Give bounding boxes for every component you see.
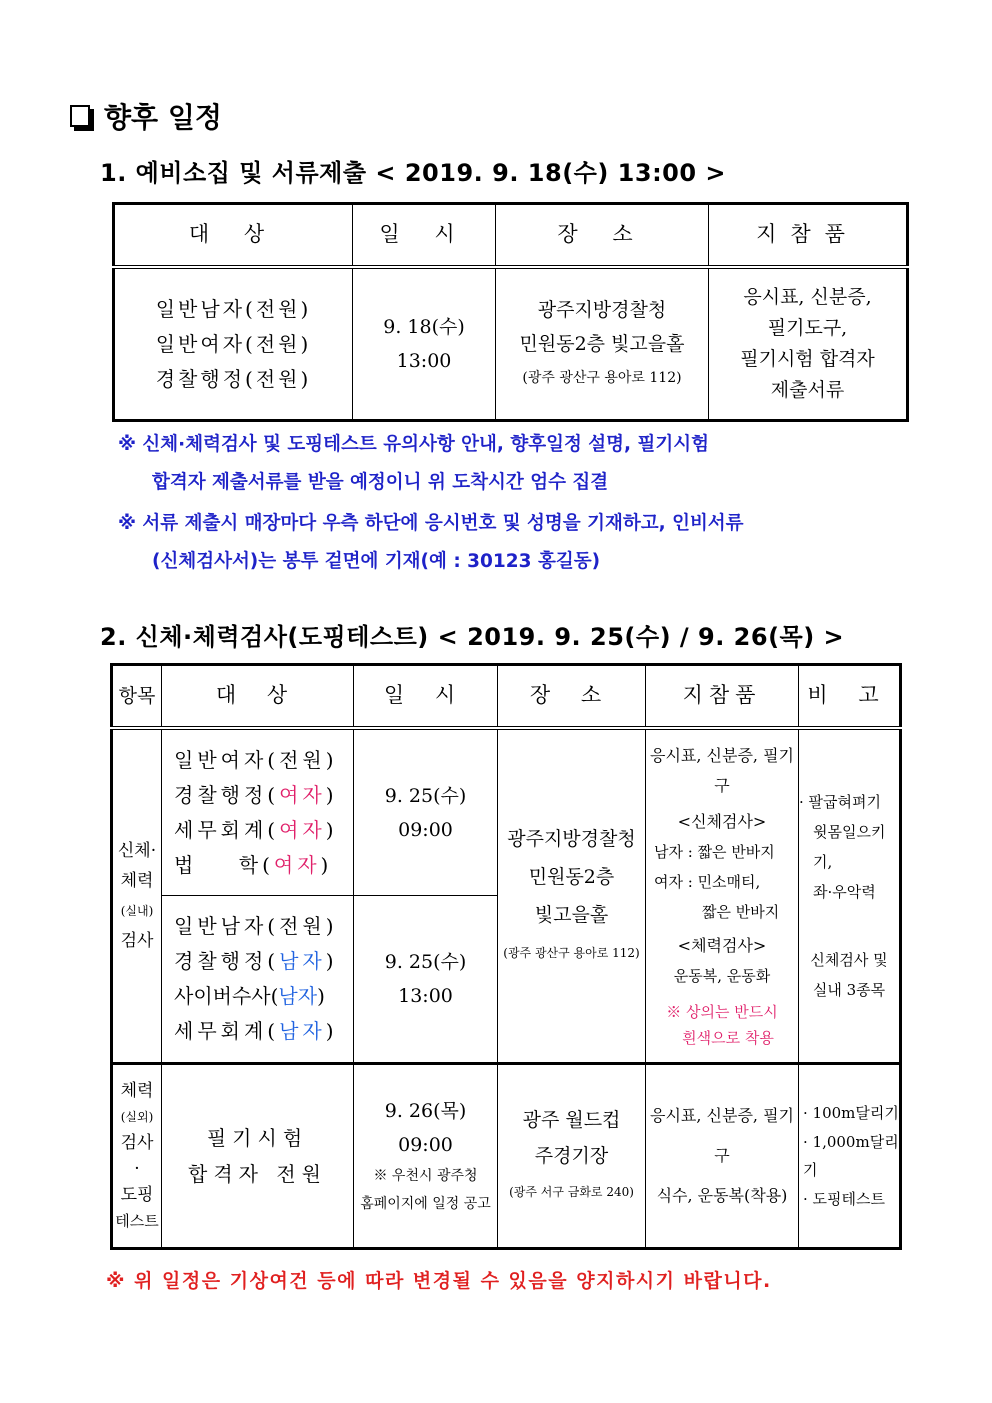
- remark-line: 좌·우악력: [813, 883, 876, 901]
- header-datetime: 일 시: [353, 204, 496, 268]
- place-name: 광주지방경찰청: [507, 828, 636, 850]
- item-line: 남자 : 짧은 반바지: [654, 843, 775, 861]
- place-name: 광주지방경찰청: [537, 299, 667, 321]
- target-item: 일반남자(전원): [155, 296, 312, 321]
- datetime-cell: [353, 267, 496, 421]
- item-line: 운동복, 운동화: [673, 967, 771, 985]
- note-2-line1: ※ 서류 제출시 매장마다 우측 하단에 응시번호 및 성명을 기재하고, 인비서류: [118, 513, 744, 534]
- orientation-table: [112, 202, 909, 422]
- header-items: 지참품: [646, 665, 799, 729]
- place-cell: [498, 1064, 646, 1249]
- category-text: 검사: [120, 931, 154, 951]
- target-item: 일반여자(전원): [155, 331, 312, 356]
- place-cell: [498, 728, 646, 1064]
- remark-line: 윗몸일으키기,: [813, 823, 886, 871]
- target-item: 법 학(여자): [174, 852, 333, 877]
- place-room: 민원동2층: [528, 866, 615, 888]
- target-cell-female: [162, 728, 354, 896]
- remark-line: 실내 3종목: [812, 981, 886, 999]
- header-category: 항목: [112, 665, 162, 729]
- category-text: 체력: [120, 1081, 154, 1101]
- section-title-text: 향후 일정: [104, 101, 222, 134]
- target-item: 사이버수사(남자): [174, 984, 325, 1008]
- date-text: 9. 25(수): [384, 951, 467, 973]
- target-item: 일반여자(전원): [174, 747, 338, 772]
- place-address: (광주 광산구 용아로 112): [503, 946, 640, 960]
- target-item: 합격자 전원: [188, 1162, 327, 1186]
- items-cell: [646, 1064, 799, 1249]
- remarks-cell: [799, 728, 901, 1064]
- note-1-line1: ※ 신체·체력검사 및 도핑테스트 유의사항 안내, 향후일정 설명, 필기시험: [118, 434, 709, 455]
- item-line: 응시표, 신분증,: [743, 286, 872, 308]
- item-line: 여자 : 민소매티,: [654, 873, 761, 891]
- category-text: 테스트: [115, 1212, 159, 1230]
- place-name: 광주 월드컵: [522, 1109, 621, 1131]
- item-line: 필기시험 합격자: [740, 348, 875, 370]
- item-line: 응시표, 신분증, 필기구: [650, 1106, 794, 1165]
- header-place: 장 소: [496, 204, 709, 268]
- checkbox-icon: [70, 105, 90, 127]
- table-row: [112, 728, 901, 896]
- item-line: 응시표, 신분증, 필기구: [650, 746, 794, 795]
- footer-note: ※ 위 일정은 기상여건 등에 따라 변경될 수 있음을 양지하시기 바랍니다.: [106, 1270, 772, 1292]
- header-remarks: 비 고: [799, 665, 901, 729]
- target-item: 세무회계(남자): [174, 1019, 338, 1043]
- datetime-cell: [354, 1064, 498, 1249]
- remark-line: · 1,000m달리기: [803, 1132, 899, 1179]
- datetime-cell: [354, 896, 498, 1064]
- target-item: 일반남자(전원): [174, 914, 338, 938]
- section1-heading: 1. 예비소집 및 서류제출 < 2019. 9. 18(수) 13:00 >: [100, 159, 727, 187]
- note-1-line2: 합격자 제출서류를 받을 예정이니 위 도착시간 엄수 집결: [152, 472, 609, 493]
- category-text: 도핑: [120, 1185, 154, 1205]
- place-room: 민원동2층 빛고을홀: [519, 333, 685, 355]
- datetime-cell: [354, 728, 498, 896]
- target-cell: [114, 267, 353, 421]
- category-text: 신체·: [117, 841, 157, 861]
- target-item: 경찰행정(여자): [174, 782, 338, 807]
- table-header-row: [112, 665, 901, 729]
- time-text: 13:00: [396, 350, 452, 372]
- item-line: 필기도구,: [767, 317, 848, 339]
- target-item: 세무회계(여자): [174, 817, 338, 842]
- header-place: 장 소: [498, 665, 646, 729]
- table-row: [112, 1064, 901, 1249]
- note-2-line2: (신체검사서)는 봉투 겉면에 기재(예 : 30123 홍길동): [152, 551, 601, 572]
- target-item: 필기시험: [206, 1126, 309, 1150]
- target-item: 경찰행정(남자): [174, 949, 338, 973]
- date-text: 9. 26(목): [384, 1100, 467, 1122]
- category-text: (실내): [120, 904, 154, 918]
- item-line: 짧은 반바지: [702, 903, 780, 921]
- place-address: (광주 광산구 용아로 112): [522, 370, 682, 386]
- category-text: 검사: [120, 1133, 154, 1153]
- date-text: 9. 18(수): [383, 316, 465, 338]
- category-text: ·: [134, 1159, 140, 1179]
- remark-line: 신체검사 및: [810, 951, 888, 969]
- place-cell: [496, 267, 709, 421]
- time-text: 09:00: [398, 1134, 453, 1156]
- item-title: <신체검사>: [677, 812, 767, 831]
- section2-heading: 2. 신체·체력검사(도핑테스트) < 2019. 9. 25(수) / 9. 26(목) >: [100, 623, 845, 651]
- item-title: <체력검사>: [677, 936, 767, 955]
- item-line: 식수, 운동복(착용): [656, 1186, 788, 1205]
- remark-line: · 팔굽혀펴기: [799, 793, 881, 811]
- items-cell: [709, 267, 908, 421]
- category-cell-outdoor: [112, 1064, 162, 1249]
- place-name: 주경기장: [534, 1145, 609, 1167]
- warning-text: 흰색으로 착용: [682, 1029, 774, 1047]
- category-text: (실외): [120, 1110, 154, 1124]
- target-item: 경찰행정(전원): [155, 366, 312, 391]
- remarks-cell: [799, 1064, 901, 1249]
- rain-note: 홈페이지에 일정 공고: [360, 1196, 491, 1212]
- table-row: [114, 267, 908, 421]
- header-datetime: 일 시: [354, 665, 498, 729]
- place-address: (광주 서구 금화로 240): [509, 1185, 634, 1199]
- target-cell-all: [162, 1064, 354, 1249]
- remark-line: · 도핑테스트: [803, 1189, 885, 1208]
- category-text: 체력: [120, 871, 154, 891]
- physical-test-table: [110, 663, 902, 1250]
- header-items: 지참품: [709, 204, 908, 268]
- item-line: 제출서류: [770, 379, 845, 401]
- place-room: 빛고을홀: [534, 904, 609, 926]
- items-cell: [646, 728, 799, 1064]
- remark-line: · 100m달리기: [803, 1104, 899, 1122]
- warning-text: ※ 상의는 반드시: [666, 1003, 778, 1021]
- time-text: 13:00: [398, 985, 453, 1007]
- category-cell-indoor: [112, 728, 162, 1064]
- section-title: [70, 96, 222, 136]
- table-header-row: [114, 204, 908, 268]
- target-cell-male: [162, 896, 354, 1064]
- time-text: 09:00: [398, 818, 453, 841]
- date-text: 9. 25(수): [384, 784, 467, 807]
- rain-note: ※ 우천시 광주청: [373, 1168, 478, 1184]
- header-target: 대 상: [114, 204, 353, 268]
- header-target: 대 상: [162, 665, 354, 729]
